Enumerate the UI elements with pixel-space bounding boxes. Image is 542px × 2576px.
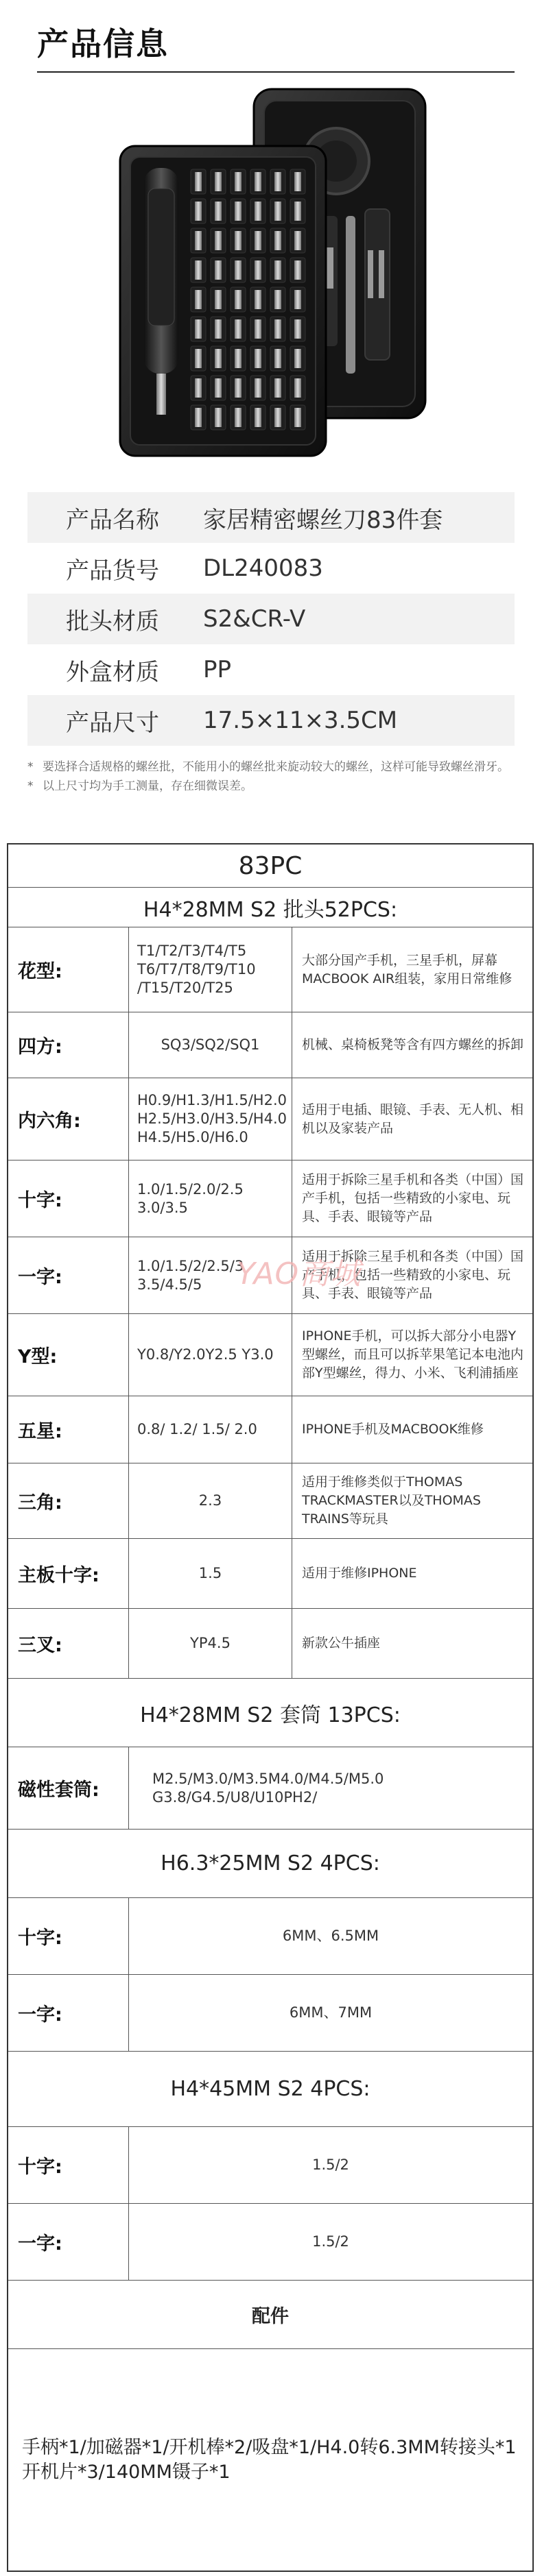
bit-spec: SQ3/SQ2/SQ1 (129, 1012, 292, 1078)
table-row (8, 1463, 532, 1538)
table-row (8, 927, 532, 1012)
bit-shape (294, 172, 301, 191)
bit-shape (235, 202, 241, 221)
table-row (8, 1747, 532, 1829)
bit-shape (195, 231, 202, 250)
bit-usage: 机械、桌椅板凳等含有四方螺丝的拆卸 (302, 1037, 524, 1052)
bit-shape (235, 349, 241, 368)
accessories-list: 手柄*1/加磁器*1/开机棒*2/吸盘*1/H4.0转6.3MM转接头*1 开机片*3/140MM镊子*1 (8, 2348, 532, 2571)
page-header (0, 0, 542, 75)
case-tray (120, 146, 326, 456)
socket-type: 磁性套筒: (8, 1747, 129, 1829)
note-item: * 以上尺寸均为手工测量，存在细微误差。 (27, 779, 252, 793)
bit-spec: 1.5/2 (312, 2156, 349, 2173)
bit-shape (294, 378, 301, 398)
bit-shape (255, 378, 261, 398)
spec-row-size (27, 695, 515, 746)
section-header: H4*28MM S2 批头52PCS: (8, 887, 532, 927)
bit-spec: 6MM、7MM (289, 2004, 373, 2021)
bit-shape (274, 408, 281, 427)
spec-row-sku (27, 543, 515, 594)
table-row (8, 1160, 532, 1237)
spec-row-bit-material (27, 594, 515, 644)
table-row (8, 1608, 532, 1678)
table-row (8, 2203, 532, 2280)
bit-shape (235, 260, 241, 280)
bit-shape (274, 231, 281, 250)
bit-shape (195, 290, 202, 309)
spec-value: S2&CR-V (203, 605, 306, 633)
bit-shape (215, 349, 222, 368)
bit-shape (294, 260, 301, 280)
bit-shape (195, 349, 202, 368)
bit-shape (195, 172, 202, 191)
spec-label: 产品名称 (66, 506, 159, 534)
bit-shape (195, 378, 202, 398)
bit-shape (215, 378, 222, 398)
bit-shape (195, 408, 202, 427)
bit-spec: 1.5 (129, 1539, 292, 1608)
bit-usage: 适用于电插、眼镜、手表、无人机、相机以及家装产品 (302, 1102, 524, 1136)
bit-shape (294, 202, 301, 221)
bit-spec: YP4.5 (129, 1609, 292, 1678)
bit-shape (215, 408, 222, 427)
table-row (8, 1974, 532, 2051)
bit-shape (274, 319, 281, 339)
bit-shape (235, 231, 241, 250)
bit-spec: 1.0/1.5/2.0/2.5 3.0/3.5 (129, 1161, 292, 1237)
bit-usage: 新款公牛插座 (302, 1636, 381, 1651)
bit-type: 十字: (8, 1161, 129, 1237)
bit-shape (195, 260, 202, 280)
bit-shape (274, 202, 281, 221)
bit-type: 四方: (8, 1012, 129, 1078)
spec-label: 外盒材质 (66, 658, 159, 686)
screwdriver-set-illustration (117, 86, 439, 459)
bit-spec: T1/T2/T3/T4/T5 T6/T7/T8/T9/T10 /T15/T20/T25 (129, 927, 292, 1012)
bit-usage: IPHONE手机及MACBOOK维修 (302, 1422, 484, 1437)
bit-shape (255, 408, 261, 427)
bit-shape (274, 290, 281, 309)
bit-shape (294, 290, 301, 309)
bit-shape (274, 349, 281, 368)
watermark: YAO商城 (237, 1256, 362, 1291)
table-row (8, 1078, 532, 1160)
table-row (8, 1012, 532, 1078)
bit-shape (255, 290, 261, 309)
table-title: 83PC (238, 851, 303, 880)
spec-label: 批头材质 (66, 607, 159, 635)
bit-spec: 1.0/1.5/2/2.5/3 3.5/4.5/5 (129, 1237, 292, 1313)
bit-shape (215, 319, 222, 339)
spec-row-case-material (27, 644, 515, 695)
notes (27, 757, 521, 796)
bit-usage: 适用于维修IPHONE (302, 1566, 417, 1581)
note-item: * 要选择合适规格的螺丝批，不能用小的螺丝批来旋动较大的螺丝，这样可能导致螺丝滑牙。 (27, 760, 509, 774)
bit-spec: 6MM、6.5MM (282, 1928, 379, 1944)
bit-shape (294, 319, 301, 339)
bit-spec: 0.8/ 1.2/ 1.5/ 2.0 (129, 1396, 292, 1463)
bit-spec: Y0.8/Y2.0Y2.5 Y3.0 (129, 1314, 292, 1396)
bit-shape (235, 290, 241, 309)
spec-label: 产品货号 (66, 557, 159, 585)
spec-label: 产品尺寸 (66, 709, 159, 737)
bit-type: 十字: (8, 2127, 129, 2203)
bit-shape (215, 202, 222, 221)
bit-type: 一字: (8, 1237, 129, 1313)
bit-shape (195, 319, 202, 339)
bit-usage: IPHONE手机，可以拆大部分小电器Y型螺丝，而且可以拆苹果笔记本电池内部Y型螺丝，得力、小米、飞利浦插座 (302, 1328, 524, 1381)
bit-shape (215, 172, 222, 191)
bit-usage: 适用于拆除三星手机和各类（中国）国产手机，包括一些精致的小家电、玩具、手表、眼镜等产品 (302, 1172, 524, 1224)
bit-type: 五星: (8, 1396, 129, 1463)
bit-shape (274, 172, 281, 191)
bit-type: Y型: (8, 1314, 129, 1396)
spec-row-name (27, 492, 515, 543)
bit-shape (215, 231, 222, 250)
table-row (8, 1538, 532, 1608)
spec-value: 17.5×11×3.5CM (203, 707, 398, 734)
section-header: H4*45MM S2 4PCS: (8, 2051, 532, 2126)
spec-value: PP (203, 656, 232, 683)
bit-shape (215, 290, 222, 309)
bit-shape (294, 349, 301, 368)
bit-shape (255, 231, 261, 250)
bit-shape (255, 260, 261, 280)
contents-table (7, 843, 534, 2572)
bit-shape (255, 202, 261, 221)
bit-type: 花型: (8, 927, 129, 1012)
bit-shape (235, 172, 241, 191)
bit-shape (294, 408, 301, 427)
bit-type: 一字: (8, 1975, 129, 2051)
accessories-header: 配件 (8, 2280, 532, 2348)
bit-usage: 适用于维修类似于THOMAS TRACKMASTER以及THOMAS TRAINS等玩具 (302, 1474, 481, 1527)
bit-shape (274, 260, 281, 280)
table-row (8, 2126, 532, 2203)
bit-spec: H0.9/H1.3/H1.5/H2.0 H2.5/H3.0/H3.5/H4.0 H4.5/H5.0/H6.0 (129, 1078, 292, 1160)
table-row (8, 1313, 532, 1396)
bit-shape (255, 172, 261, 191)
spec-list (27, 492, 515, 746)
table-row (8, 1396, 532, 1463)
bit-shape (255, 319, 261, 339)
spec-value: 家居精密螺丝刀83件套 (203, 506, 443, 534)
bit-usage: 适用于拆除三星手机和各类（中国）国产手机，包括一些精致的小家电、玩具、手表、眼镜等产品 (302, 1249, 524, 1301)
spec-value: DL240083 (203, 555, 323, 582)
bit-usage: 大部分国产手机，三星手机，屏幕 MACBOOK AIR组装，家用日常维修 (302, 952, 512, 986)
bit-type: 三叉: (8, 1609, 129, 1678)
socket-spec: M2.5/M3.0/M3.5M4.0/M4.5/M5.0 G3.8/G4.5/U8/U10PH2/ (152, 1770, 384, 1806)
header-divider (37, 71, 515, 73)
table-row (8, 1897, 532, 1974)
bit-spec: 1.5/2 (312, 2233, 349, 2250)
section-header: H6.3*25MM S2 4PCS: (8, 1829, 532, 1897)
bit-type: 内六角: (8, 1078, 129, 1160)
bit-shape (274, 378, 281, 398)
bit-shape (255, 349, 261, 368)
bit-type: 一字: (8, 2204, 129, 2280)
bit-type: 三角: (8, 1463, 129, 1538)
page-title: 产品信息 (37, 25, 169, 62)
bit-type: 主板十字: (8, 1539, 129, 1608)
bit-shape (195, 202, 202, 221)
bit-shape (294, 231, 301, 250)
product-photo (117, 86, 439, 459)
bit-shape (215, 260, 222, 280)
bit-shape (235, 319, 241, 339)
bit-shape (235, 408, 241, 427)
bit-spec: 2.3 (129, 1463, 292, 1538)
bit-shape (235, 378, 241, 398)
section-header: H4*28MM S2 套筒 13PCS: (8, 1678, 532, 1747)
bit-type: 十字: (8, 1898, 129, 1974)
